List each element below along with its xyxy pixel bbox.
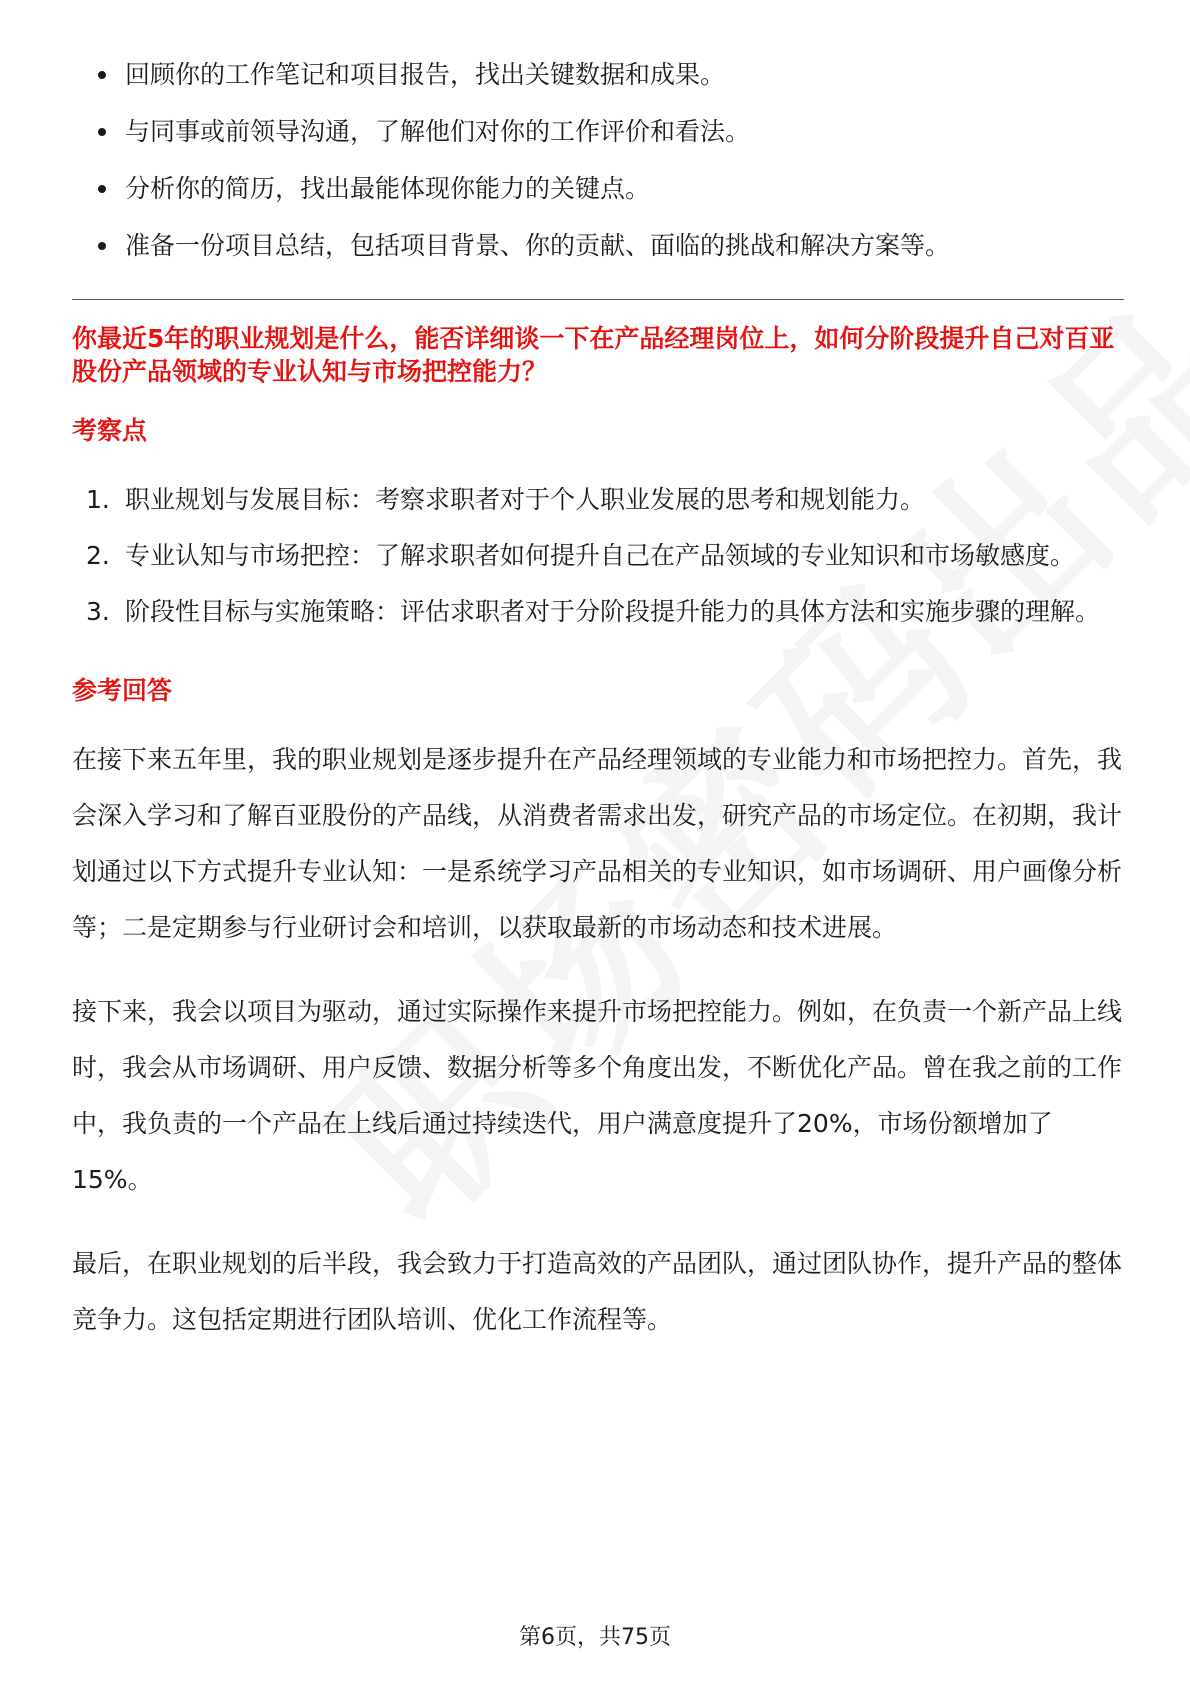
answer-paragraph: 最后，在职业规划的后半段，我会致力于打造高效的产品团队，通过团队协作，提升产品的整体竞争力。这包括定期进行团队培训、优化工作流程等。: [72, 1249, 1123, 1334]
bullet-list: [72, 58, 1124, 262]
focus-item-number: 3.: [86, 597, 110, 626]
bullet-dot-icon: [98, 128, 106, 136]
focus-item: [72, 472, 1124, 528]
answer-paragraph: 接下来，我会以项目为驱动，通过实际操作来提升市场把控能力。例如，在负责一个新产品上线时，我会从市场调研、用户反馈、数据分析等多个角度出发，不断优化产品。曾在我之前的工作中，我负责的一个产品在上线后通过持续迭代，用户满意度提升了20%，市场份额增加了15%。: [72, 997, 1123, 1194]
page-content: [72, 58, 1124, 1376]
focus-list: [72, 472, 1124, 640]
bullet-item: [72, 172, 1124, 205]
focus-item: [72, 528, 1124, 584]
bullet-item: [72, 58, 1124, 91]
answer-paragraph: 在接下来五年里，我的职业规划是逐步提升在产品经理领域的专业能力和市场把控力。首先，我会深入学习和了解百亚股份的产品线，从消费者需求出发，研究产品的市场定位。在初期，我计划通过以下方式提升专业认知：一是系统学习产品相关的专业知识，如市场调研、用户画像分析等；二是定期参与行业研讨会和培训，以获取最新的市场动态和技术进展。: [72, 745, 1123, 942]
focus-item-number: 2.: [86, 541, 110, 570]
focus-title: 考察点: [72, 416, 148, 445]
page-number-footer: 第6页，共75页: [519, 1625, 671, 1650]
focus-item-text: 职业规划与发展目标：考察求职者对于个人职业发展的思考和规划能力。: [125, 485, 926, 514]
focus-item: [72, 584, 1124, 640]
bullet-text: 与同事或前领导沟通，了解他们对你的工作评价和看法。: [125, 117, 751, 146]
focus-item-text: 阶段性目标与实施策略：评估求职者对于分阶段提升能力的具体方法和实施步骤的理解。: [125, 597, 1101, 626]
bullet-dot-icon: [98, 71, 106, 79]
bullet-dot-icon: [98, 242, 106, 250]
bullet-text: 回顾你的工作笔记和项目报告，找出关键数据和成果。: [125, 60, 726, 89]
question-heading: 你最近5年的职业规划是什么，能否详细谈一下在产品经理岗位上，如何分阶段提升自己对百亚股份产品领域的专业认知与市场把控能力？: [72, 324, 1115, 386]
answer-title: 参考回答: [72, 676, 173, 705]
focus-item-text: 专业认知与市场把控：了解求职者如何提升自己在产品领域的专业知识和市场敏感度。: [125, 541, 1076, 570]
bullet-text: 准备一份项目总结，包括项目背景、你的贡献、面临的挑战和解决方案等。: [125, 231, 951, 260]
bullet-item: [72, 115, 1124, 148]
bullet-text: 分析你的简历，找出最能体现你能力的关键点。: [125, 174, 651, 203]
focus-item-number: 1.: [86, 485, 110, 514]
bullet-dot-icon: [98, 185, 106, 193]
section-divider: [72, 299, 1124, 300]
bullet-item: [72, 229, 1124, 262]
